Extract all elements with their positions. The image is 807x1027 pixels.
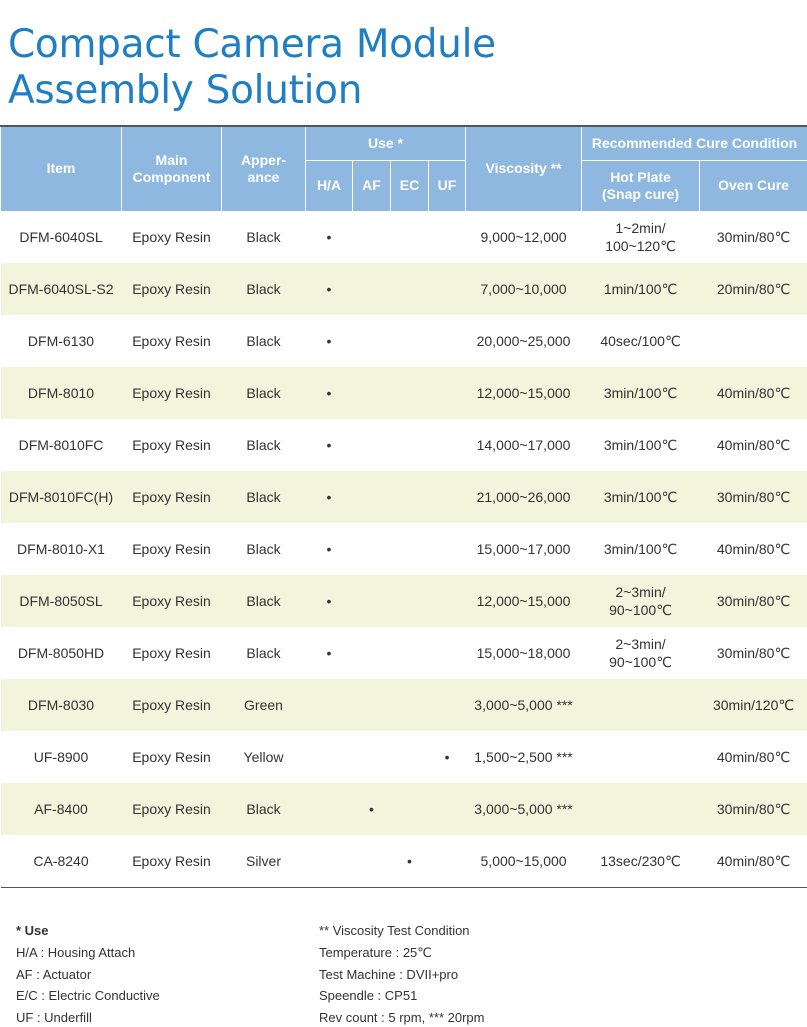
use-legend: [16, 920, 160, 1027]
component-cell: Epoxy Resin: [122, 679, 222, 731]
viscosity-note-line: Rev count : 5 rpm, *** 20rpm: [319, 1010, 485, 1026]
use-legend-line: E/C : Electric Conductive: [16, 988, 160, 1004]
use-ha-cell: [306, 679, 353, 731]
use-uf-cell: •: [444, 749, 450, 765]
oven-cure-cell: 40min/80℃: [700, 367, 807, 419]
hot-plate-cell: [582, 731, 700, 783]
item-cell: DFM-8010-X1: [17, 541, 105, 557]
use-legend-heading: * Use: [16, 923, 49, 938]
hot-plate-cell: [582, 211, 700, 263]
use-uf-cell: [429, 367, 466, 419]
header-cure-condition: Recommended Cure Condition: [582, 126, 807, 160]
table-header: [1, 126, 807, 211]
use-ec-cell: [391, 627, 429, 679]
use-uf-cell: [429, 523, 466, 575]
use-af-cell: [353, 627, 391, 679]
use-legend-line: H/A : Housing Attach: [16, 944, 136, 960]
header-main-component: [122, 126, 222, 211]
oven-cure-cell: 40min/80℃: [716, 541, 791, 557]
item-cell: UF-8900: [33, 749, 89, 765]
appearance-cell: Yellow: [243, 749, 284, 765]
viscosity-cell: 12,000~15,000: [466, 367, 582, 419]
use-ec-cell: •: [391, 835, 429, 887]
header-hot-plate-line-2: (Snap cure): [602, 185, 680, 202]
hot-plate-line-1: 3min/100℃: [603, 489, 678, 505]
table-row: [1, 263, 807, 315]
appearance-cell: Black: [222, 575, 306, 627]
viscosity-cell: 9,000~12,000: [480, 229, 567, 246]
header-use-af: AF: [353, 160, 391, 211]
header-use-ha: H/A: [306, 160, 353, 211]
use-legend-line: UF : Underfill: [16, 1010, 92, 1026]
hot-plate-line-1: 2~3min/: [615, 636, 666, 652]
viscosity-cell: 7,000~10,000: [466, 263, 582, 315]
hot-plate-cell: [582, 783, 700, 835]
appearance-cell: Black: [246, 333, 281, 349]
item-cell: DFM-6130: [27, 333, 95, 349]
table-row: [1, 679, 807, 731]
oven-cure-cell: 30min/80℃: [700, 783, 807, 835]
hot-plate-line-1: 13sec/230℃: [600, 852, 681, 869]
component-cell: Epoxy Resin: [122, 575, 222, 627]
oven-cure-cell: 40min/80℃: [716, 749, 791, 765]
use-ec-cell: [391, 263, 429, 315]
hot-plate-line-2: 90~100℃: [609, 654, 672, 670]
table-row: [1, 835, 807, 887]
hot-plate-cell: [582, 263, 700, 315]
hot-plate-cell: [582, 315, 700, 367]
page-title: [8, 22, 496, 114]
use-af-cell: [353, 419, 391, 471]
use-uf-cell: [429, 575, 466, 627]
hot-plate-cell: [582, 835, 700, 887]
appearance-cell: Black: [246, 229, 281, 246]
use-af-cell: [353, 575, 391, 627]
component-cell: Epoxy Resin: [122, 471, 222, 523]
viscosity-cell: 15,000~18,000: [476, 645, 571, 661]
hot-plate-cell: [582, 679, 700, 731]
use-ha-cell: •: [326, 541, 332, 557]
item-cell: AF-8400: [1, 783, 122, 835]
use-ec-cell: [391, 783, 429, 835]
component-cell: Epoxy Resin: [122, 783, 222, 835]
table-row: [1, 471, 807, 523]
header-hot-plate: [582, 160, 700, 211]
hot-plate-cell: [582, 575, 700, 627]
use-ha-cell: •: [306, 367, 353, 419]
use-uf-cell: [429, 679, 466, 731]
component-cell: Epoxy Resin: [132, 229, 211, 246]
table-row: [1, 211, 807, 263]
viscosity-cell: 5,000~15,000: [466, 835, 582, 887]
use-ha-cell: •: [326, 229, 332, 246]
header-use-ec: EC: [391, 160, 429, 211]
use-af-cell: [353, 523, 391, 575]
appearance-cell: Black: [222, 783, 306, 835]
oven-cure-cell: 40min/80℃: [700, 835, 807, 887]
appearance-cell: Black: [246, 541, 281, 557]
oven-cure-cell: 30min/80℃: [716, 645, 791, 661]
use-af-cell: [353, 263, 391, 315]
use-af-cell: •: [353, 783, 391, 835]
component-cell: Epoxy Resin: [132, 645, 211, 661]
appearance-cell: Black: [222, 471, 306, 523]
hot-plate-line-1: 1~2min/: [615, 220, 666, 237]
use-uf-cell: [429, 263, 466, 315]
viscosity-cell: 12,000~15,000: [466, 575, 582, 627]
hot-plate-line-1: 2~3min/: [615, 584, 666, 600]
viscosity-cell: 15,000~17,000: [476, 541, 571, 557]
appearance-cell: Green: [222, 679, 306, 731]
use-af-cell: [353, 835, 391, 887]
header-appearance: [222, 126, 306, 211]
hot-plate-line-1: 40sec/100℃: [600, 333, 681, 349]
use-ec-cell: [391, 575, 429, 627]
use-legend-line: AF : Actuator: [16, 966, 92, 982]
hot-plate-cell: [582, 627, 700, 679]
oven-cure-cell: 40min/80℃: [716, 437, 791, 453]
page-title-line-2: Assembly Solution: [8, 68, 363, 113]
viscosity-cell: 3,000~5,000 ***: [466, 679, 582, 731]
use-ec-cell: [391, 679, 429, 731]
header-hot-plate-line-1: Hot Plate: [610, 168, 671, 185]
use-ha-cell: •: [306, 263, 353, 315]
appearance-cell: Black: [222, 367, 306, 419]
use-ha-cell: •: [326, 437, 332, 453]
viscosity-cell: 1,500~2,500 ***: [474, 749, 573, 765]
hot-plate-line-2: 90~100℃: [609, 602, 672, 618]
component-cell: Epoxy Resin: [132, 749, 211, 765]
table-row: [1, 731, 807, 783]
appearance-cell: Silver: [222, 835, 306, 887]
hot-plate-line-1: 3min/100℃: [603, 437, 678, 453]
use-uf-cell: [429, 627, 466, 679]
hot-plate-line-2: 100~120℃: [605, 238, 676, 255]
use-uf-cell: [429, 211, 466, 263]
header-item: Item: [1, 126, 122, 211]
use-af-cell: [353, 679, 391, 731]
use-uf-cell: [429, 419, 466, 471]
header-oven-cure: Oven Cure: [700, 160, 807, 211]
component-cell: Epoxy Resin: [132, 541, 211, 557]
page-title-line-1: Compact Camera Module: [8, 22, 496, 67]
viscosity-cell: 20,000~25,000: [476, 333, 571, 349]
item-cell: DFM-6040SL-S2: [1, 263, 122, 315]
use-uf-cell: [429, 783, 466, 835]
table-row: [1, 523, 807, 575]
hot-plate-cell: [582, 523, 700, 575]
table-row: [1, 575, 807, 627]
header-appearance-line-1: Apper-: [240, 151, 287, 168]
oven-cure-cell: 30min/80℃: [716, 229, 791, 246]
header-appearance-line-2: ance: [247, 168, 280, 185]
use-uf-cell: [429, 315, 466, 367]
item-cell: DFM-8050HD: [17, 645, 105, 661]
oven-cure-cell: [700, 315, 807, 367]
use-ec-cell: [391, 523, 429, 575]
use-af-cell: [353, 367, 391, 419]
table-row: [1, 419, 807, 471]
hot-plate-line-1: 3min/100℃: [603, 541, 678, 557]
use-ha-cell: •: [306, 575, 353, 627]
header-main-component-line-2: Component: [132, 168, 211, 185]
item-cell: DFM-6040SL: [19, 229, 103, 246]
viscosity-note-line: Test Machine : DVII+pro: [319, 966, 459, 982]
component-cell: Epoxy Resin: [132, 333, 211, 349]
use-af-cell: [353, 315, 391, 367]
header-viscosity: Viscosity **: [466, 126, 582, 211]
use-ec-cell: [391, 471, 429, 523]
appearance-cell: Black: [222, 263, 306, 315]
item-cell: DFM-8050SL: [1, 575, 122, 627]
oven-cure-cell: 20min/80℃: [700, 263, 807, 315]
hot-plate-cell: [582, 419, 700, 471]
viscosity-cell: 14,000~17,000: [476, 437, 571, 453]
oven-cure-cell: 30min/80℃: [700, 575, 807, 627]
use-af-cell: [353, 471, 391, 523]
header-use-uf: UF: [429, 160, 466, 211]
use-ec-cell: [391, 211, 429, 263]
use-ha-cell: •: [326, 333, 332, 349]
viscosity-test-condition: [319, 920, 484, 1027]
use-ec-cell: [391, 367, 429, 419]
component-cell: Epoxy Resin: [122, 835, 222, 887]
use-ha-cell: •: [306, 471, 353, 523]
use-ha-cell: [306, 783, 353, 835]
viscosity-note-heading: ** Viscosity Test Condition: [319, 923, 470, 938]
table-row: [1, 315, 807, 367]
use-uf-cell: [429, 471, 466, 523]
appearance-cell: Black: [246, 437, 281, 453]
item-cell: DFM-8010FC(H): [1, 471, 122, 523]
use-ec-cell: [391, 731, 429, 783]
table-row: [1, 627, 807, 679]
appearance-cell: Black: [246, 645, 281, 661]
use-uf-cell: [429, 835, 466, 887]
hot-plate-cell: [582, 471, 700, 523]
use-af-cell: [353, 731, 391, 783]
viscosity-cell: 3,000~5,000 ***: [466, 783, 582, 835]
viscosity-note-line: Speendle : CP51: [319, 988, 418, 1004]
oven-cure-cell: 30min/80℃: [700, 471, 807, 523]
item-cell: CA-8240: [1, 835, 122, 887]
item-cell: DFM-8010: [1, 367, 122, 419]
oven-cure-cell: 30min/120℃: [700, 679, 807, 731]
use-ec-cell: [391, 315, 429, 367]
table-row: [1, 783, 807, 835]
component-cell: Epoxy Resin: [132, 437, 211, 453]
component-cell: Epoxy Resin: [122, 263, 222, 315]
viscosity-cell: 21,000~26,000: [466, 471, 582, 523]
header-main-component-line-1: Main: [155, 151, 188, 168]
hot-plate-cell: [582, 367, 700, 419]
component-cell: Epoxy Resin: [122, 367, 222, 419]
item-cell: DFM-8030: [1, 679, 122, 731]
product-spec-table: [0, 125, 807, 888]
item-cell: DFM-8010FC: [18, 437, 104, 453]
use-ha-cell: [306, 731, 353, 783]
hot-plate-line-1: 1min/100℃: [603, 281, 678, 297]
hot-plate-line-1: 3min/100℃: [603, 385, 678, 401]
use-ha-cell: •: [326, 645, 332, 661]
viscosity-note-line: Temperature : 25℃: [319, 944, 432, 960]
use-ha-cell: [306, 835, 353, 887]
use-af-cell: [353, 211, 391, 263]
header-use: Use *: [306, 126, 466, 160]
table-body: [1, 211, 807, 887]
use-ec-cell: [391, 419, 429, 471]
table-row: [1, 367, 807, 419]
